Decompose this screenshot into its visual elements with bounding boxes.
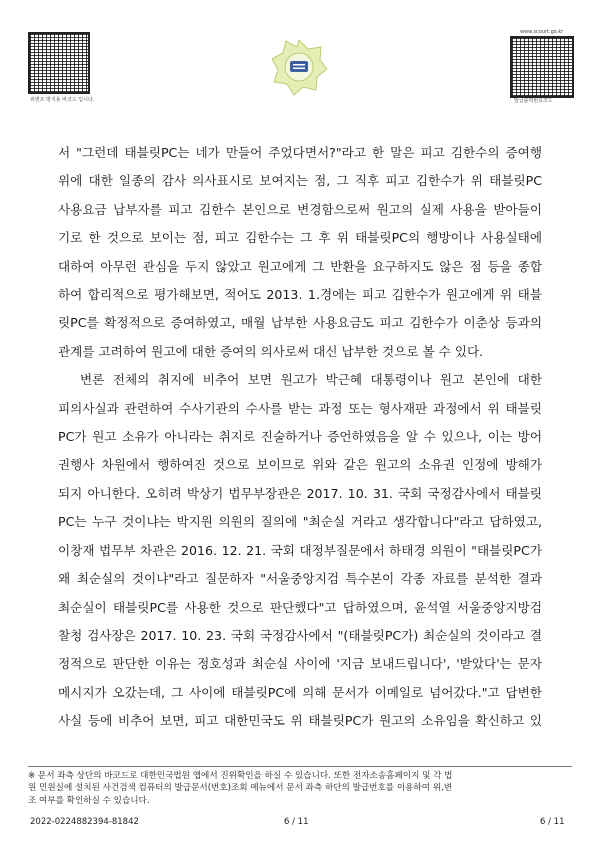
notice-line: ※ 문서 좌측 상단의 바코드로 대한민국법원 앱에서 진위확인을 하실 수 있습니다. 또한 전자소송홈페이지 및 각 법	[28, 771, 453, 781]
body-line: 위에 대한 일종의 감사 의사표시로 보여지는 점, 그 직후 피고 김한수가 위 태블릿PC	[58, 173, 542, 189]
issue-number: 2022-0224882394-81842	[30, 817, 139, 827]
body-line: 사실 등에 비추어 보면, 피고 대한민국도 위 태블릿PC가 원고의 소유임을 확신하고 있	[58, 713, 542, 729]
notice-line: 조 여부를 확인하실 수 있습니다.	[28, 795, 150, 806]
body-line: 하여 합리적으로 평가해보면, 적어도 2013. 1.경에는 피고 김한수가 원고에게 위 태블	[58, 287, 542, 303]
body-line: 서 "그런데 태블릿PC는 네가 만들어 주었다면서?"라고 한 말은 피고 김한수의 증여행	[58, 145, 542, 160]
body-line: 메시지가 오갔는데, 그 사이에 태블릿PC에 의해 문서가 이메일로 넘어갔다."고 답변한	[58, 684, 542, 700]
right-barcode-caption: 발급출력번호코드	[514, 98, 553, 104]
body-line: PC는 누구 것이냐는 박지원 의원의 질의에 "최순실 거라고 생각합니다"라고 답하였고,	[58, 514, 542, 530]
body-line: 정적으로 판단한 이유는 정호성과 최순실 사이에 '지금 보내드립니다', '받았다'는 문자	[58, 656, 542, 672]
authentication-barcode	[28, 32, 90, 94]
body-line: 권행사 차원에서 행하여진 것으로 보이므로 위와 같은 원고의 소유권 인정에 방해가	[58, 457, 542, 473]
court-url: www.scourt.go.kr	[520, 29, 564, 35]
body-line: 사용요금 납부자를 피고 김한수 본인으로 변경함으로써 원고의 실제 사용을 받아들이	[58, 201, 542, 217]
body-line: 대하여 아무런 관심을 두지 않았고 원고에게 그 반환을 요구하지도 않은 점 등을 종합	[58, 258, 542, 274]
body-line: 기로 한 것으로 보이는 점, 피고 김한수는 그 후 위 태블릿PC의 행방이나 사용실태에	[58, 230, 542, 246]
body-line: PC가 원고 소유가 아니라는 취지로 진술하거나 증언하였음을 알 수 있으나, 이는 방어	[58, 429, 542, 445]
body-line: 최순실이 태블릿PC를 사용한 것으로 판단했다"고 답하였으며, 윤석열 서울중앙지방검	[58, 599, 542, 615]
body-line: 관계를 고려하여 원고에 대한 증여의 의사로써 대신 납부한 것으로 볼 수 있다.	[58, 343, 484, 359]
judgment-body-text	[58, 139, 542, 736]
body-line: 릿PC를 확정적으로 증여하였고, 매월 납부한 사용요금도 피고 김한수가 이춘상 등과의	[58, 315, 542, 331]
authenticity-notice	[28, 766, 572, 807]
notice-line: 원 민원실에 설치된 사건검색 컴퓨터의 발급문서(번호)조회 메뉴에서 문서 좌측 하단의 발급번호를 이용하여 위,변	[28, 783, 453, 794]
body-line: 피의사실과 관련하여 수사기관의 수사를 받는 과정 또는 형사재판 과정에서 위 태블릿	[58, 400, 542, 416]
body-line: 왜 최순실의 것이냐"라고 질문하자 "서울중앙지검 특수본이 각종 자료를 분석한 결과	[58, 571, 542, 587]
body-line: 이창재 법무부 차관은 2016. 12. 21. 국회 대정부질문에서 하태경 의원이 "태블릿PC가	[58, 542, 542, 558]
issue-number-barcode	[510, 36, 574, 98]
body-line: 찰청 검사장은 2017. 10. 23. 국회 국정감사에서 "(태블릿PC가) 최순실의 것이라고 결	[58, 627, 542, 643]
page-number-right: 6 / 11	[540, 817, 565, 827]
court-seal-logo	[270, 38, 328, 96]
left-barcode-caption: 위변조 방지용 바코드 입니다.	[30, 97, 95, 103]
page-number-center: 6 / 11	[284, 817, 309, 827]
body-line: 변론 전체의 취지에 비추어 보면 원고가 박근혜 대통령이나 원고 본인에 대한	[80, 372, 542, 388]
body-line: 되지 아니한다. 오히려 박상기 법무부장관은 2017. 10. 31. 국회 국정감사에서 태블릿	[58, 485, 542, 501]
